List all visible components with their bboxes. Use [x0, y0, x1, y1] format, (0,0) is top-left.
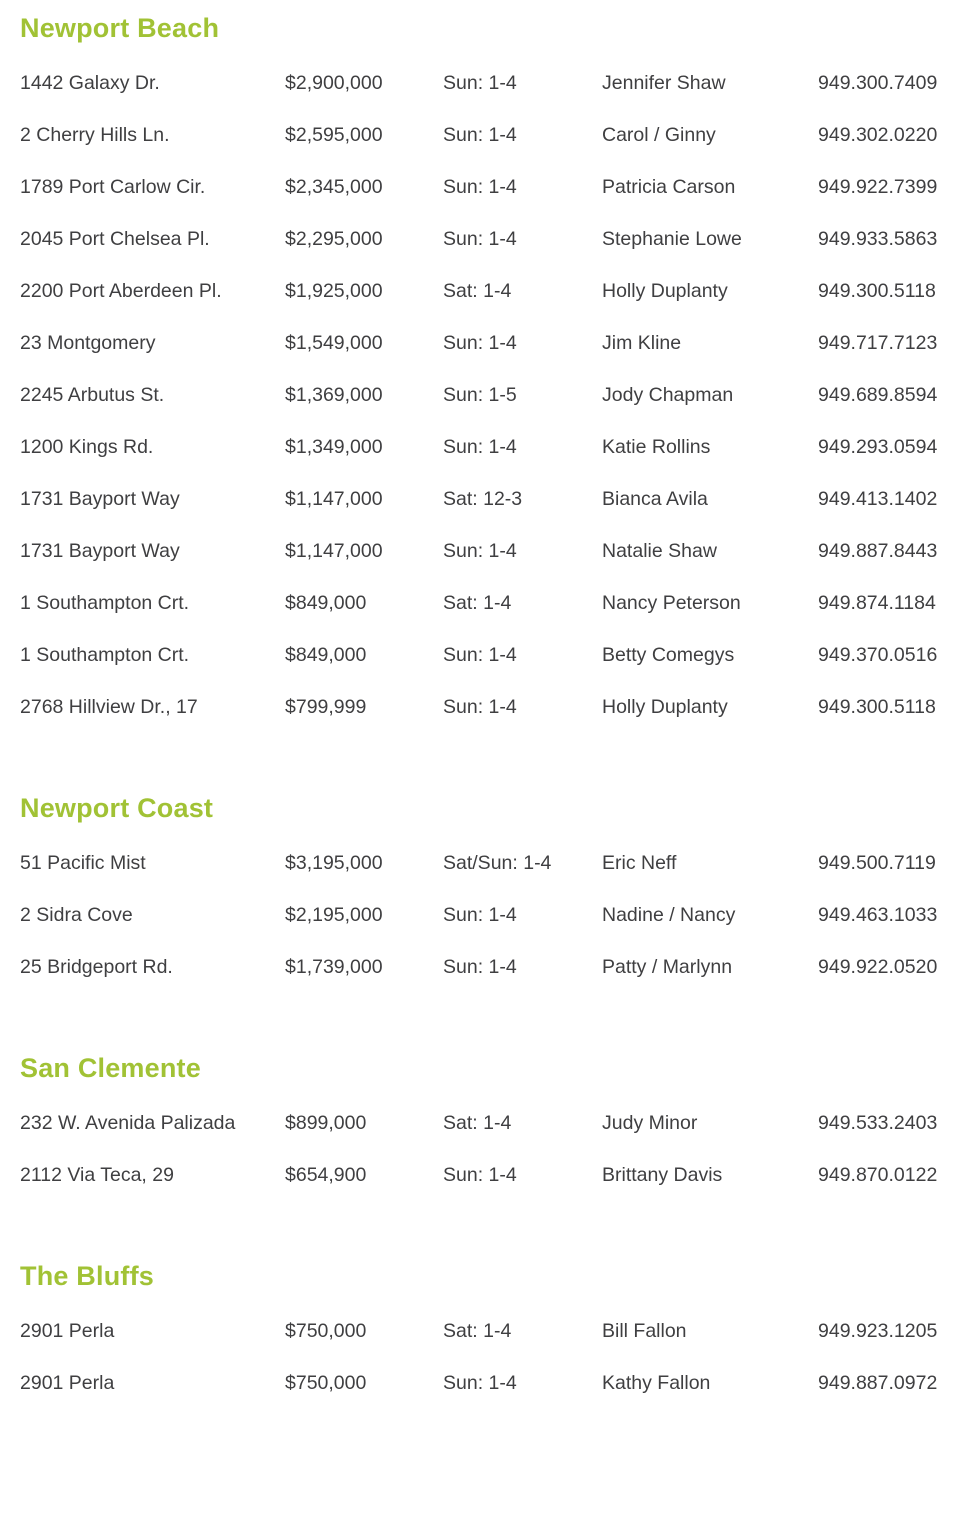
listing-time: Sun: 1-4 — [443, 227, 517, 250]
listing-row — [0, 1357, 980, 1409]
listing-agent: Bill Fallon — [602, 1319, 687, 1342]
section-title: San Clemente — [20, 1053, 201, 1083]
listing-phone: 949.302.0220 — [818, 123, 938, 146]
listing-phone: 949.500.7119 — [818, 851, 936, 874]
listing-address: 2112 Via Teca, 29 — [20, 1163, 174, 1186]
listing-phone: 949.413.1402 — [818, 487, 938, 510]
listing-row — [0, 1149, 980, 1201]
listing-phone: 949.922.0520 — [818, 955, 938, 978]
listing-price: $849,000 — [285, 643, 367, 666]
listing-price: $1,739,000 — [285, 955, 383, 978]
listing-price: $1,925,000 — [285, 279, 383, 302]
listing-agent: Bianca Avila — [602, 487, 708, 510]
listing-price: $899,000 — [285, 1111, 367, 1134]
listing-phone: 949.463.1033 — [818, 903, 938, 926]
listing-rows — [0, 57, 980, 733]
listing-time: Sun: 1-4 — [443, 1371, 517, 1394]
listing-agent: Jim Kline — [602, 331, 682, 354]
listing-agent: Brittany Davis — [602, 1163, 723, 1186]
listing-price: $654,900 — [285, 1163, 367, 1186]
listing-row — [0, 161, 980, 213]
listing-rows — [0, 1097, 980, 1201]
listing-price: $849,000 — [285, 591, 367, 614]
listing-price: $1,147,000 — [285, 487, 383, 510]
listing-address: 1731 Bayport Way — [20, 539, 180, 562]
listing-phone: 949.300.5118 — [818, 279, 936, 302]
listing-price: $1,369,000 — [285, 383, 383, 406]
listing-time: Sat: 12-3 — [443, 487, 523, 510]
listing-address: 2245 Arbutus St. — [20, 383, 165, 406]
listing-time: Sun: 1-4 — [443, 331, 517, 354]
listing-price: $1,349,000 — [285, 435, 383, 458]
listing-phone: 949.717.7123 — [818, 331, 938, 354]
listing-phone: 949.874.1184 — [818, 591, 936, 614]
listing-phone: 949.300.7409 — [818, 71, 938, 94]
listing-address: 1442 Galaxy Dr. — [20, 71, 160, 94]
listing-address: 1 Southampton Crt. — [20, 643, 190, 666]
listing-agent: Patricia Carson — [602, 175, 736, 198]
listing-address: 51 Pacific Mist — [20, 851, 146, 874]
listing-phone: 949.689.8594 — [818, 383, 938, 406]
listing-rows — [0, 837, 980, 993]
listing-time: Sat: 1-4 — [443, 1319, 512, 1342]
listing-address: 232 W. Avenida Palizada — [20, 1111, 236, 1134]
listing-price: $2,295,000 — [285, 227, 383, 250]
listing-phone: 949.933.5863 — [818, 227, 938, 250]
listing-price: $1,549,000 — [285, 331, 383, 354]
listing-address: 1 Southampton Crt. — [20, 591, 190, 614]
listing-row — [0, 1097, 980, 1149]
listing-agent: Natalie Shaw — [602, 539, 717, 562]
listing-row — [0, 369, 980, 421]
listing-address: 2768 Hillview Dr., 17 — [20, 695, 198, 718]
listing-agent: Jody Chapman — [602, 383, 734, 406]
city-section-the-bluffs — [0, 1258, 980, 1409]
listing-phone: 949.922.7399 — [818, 175, 938, 198]
listing-price: $750,000 — [285, 1371, 367, 1394]
listing-address: 2901 Perla — [20, 1371, 115, 1394]
listing-phone: 949.293.0594 — [818, 435, 938, 458]
listing-row — [0, 525, 980, 577]
listing-agent: Holly Duplanty — [602, 695, 728, 718]
listing-address: 2200 Port Aberdeen Pl. — [20, 279, 222, 302]
listing-phone: 949.533.2403 — [818, 1111, 938, 1134]
city-section-newport-beach — [0, 10, 980, 733]
listing-row — [0, 265, 980, 317]
city-section-newport-coast — [0, 790, 980, 993]
listing-agent: Patty / Marlynn — [602, 955, 733, 978]
listing-price: $799,999 — [285, 695, 367, 718]
listing-address: 2 Sidra Cove — [20, 903, 133, 926]
listing-price: $1,147,000 — [285, 539, 383, 562]
listing-time: Sat: 1-4 — [443, 279, 512, 302]
listing-agent: Carol / Ginny — [602, 123, 716, 146]
listing-time: Sat: 1-4 — [443, 1111, 512, 1134]
listing-phone: 949.870.0122 — [818, 1163, 938, 1186]
listing-time: Sun: 1-4 — [443, 123, 517, 146]
listing-time: Sun: 1-4 — [443, 955, 517, 978]
listing-agent: Judy Minor — [602, 1111, 698, 1134]
listing-address: 23 Montgomery — [20, 331, 156, 354]
listing-row — [0, 681, 980, 733]
listing-row — [0, 941, 980, 993]
listing-phone: 949.887.8443 — [818, 539, 938, 562]
listing-row — [0, 473, 980, 525]
listing-agent: Holly Duplanty — [602, 279, 728, 302]
listing-time: Sat: 1-4 — [443, 591, 512, 614]
listing-time: Sun: 1-4 — [443, 435, 517, 458]
listing-row — [0, 213, 980, 265]
listing-agent: Nadine / Nancy — [602, 903, 736, 926]
section-title: The Bluffs — [20, 1261, 154, 1291]
listing-time: Sun: 1-4 — [443, 539, 517, 562]
listing-time: Sun: 1-4 — [443, 695, 517, 718]
listing-time: Sun: 1-5 — [443, 383, 517, 406]
listing-agent: Nancy Peterson — [602, 591, 741, 614]
listing-address: 2 Cherry Hills Ln. — [20, 123, 170, 146]
listing-row — [0, 629, 980, 681]
listing-time: Sun: 1-4 — [443, 71, 517, 94]
listing-price: $2,900,000 — [285, 71, 383, 94]
listing-address: 1789 Port Carlow Cir. — [20, 175, 206, 198]
listing-row — [0, 1305, 980, 1357]
listing-price: $2,195,000 — [285, 903, 383, 926]
listing-row — [0, 577, 980, 629]
listing-row — [0, 109, 980, 161]
section-title: Newport Beach — [20, 13, 220, 43]
listing-address: 1731 Bayport Way — [20, 487, 180, 510]
listing-address: 25 Bridgeport Rd. — [20, 955, 173, 978]
listing-address: 2045 Port Chelsea Pl. — [20, 227, 210, 250]
listing-phone: 949.300.5118 — [818, 695, 936, 718]
listing-row — [0, 57, 980, 109]
section-title: Newport Coast — [20, 793, 214, 823]
listing-agent: Katie Rollins — [602, 435, 711, 458]
listing-time: Sun: 1-4 — [443, 1163, 517, 1186]
listing-price: $2,595,000 — [285, 123, 383, 146]
listing-agent: Jennifer Shaw — [602, 71, 726, 94]
listing-agent: Kathy Fallon — [602, 1371, 711, 1394]
listing-agent: Stephanie Lowe — [602, 227, 742, 250]
listing-address: 1200 Kings Rd. — [20, 435, 154, 458]
listing-time: Sun: 1-4 — [443, 903, 517, 926]
listing-phone: 949.370.0516 — [818, 643, 938, 666]
listing-phone: 949.923.1205 — [818, 1319, 938, 1342]
city-section-san-clemente — [0, 1050, 980, 1201]
listing-agent: Eric Neff — [602, 851, 677, 874]
listing-time: Sat/Sun: 1-4 — [443, 851, 552, 874]
listing-price: $2,345,000 — [285, 175, 383, 198]
listing-row — [0, 421, 980, 473]
listing-row — [0, 837, 980, 889]
listing-agent: Betty Comegys — [602, 643, 735, 666]
listing-price: $3,195,000 — [285, 851, 383, 874]
listing-time: Sun: 1-4 — [443, 643, 517, 666]
listing-time: Sun: 1-4 — [443, 175, 517, 198]
listing-price: $750,000 — [285, 1319, 367, 1342]
listing-rows — [0, 1305, 980, 1409]
listing-phone: 949.887.0972 — [818, 1371, 938, 1394]
listing-address: 2901 Perla — [20, 1319, 115, 1342]
listing-row — [0, 317, 980, 369]
listing-row — [0, 889, 980, 941]
